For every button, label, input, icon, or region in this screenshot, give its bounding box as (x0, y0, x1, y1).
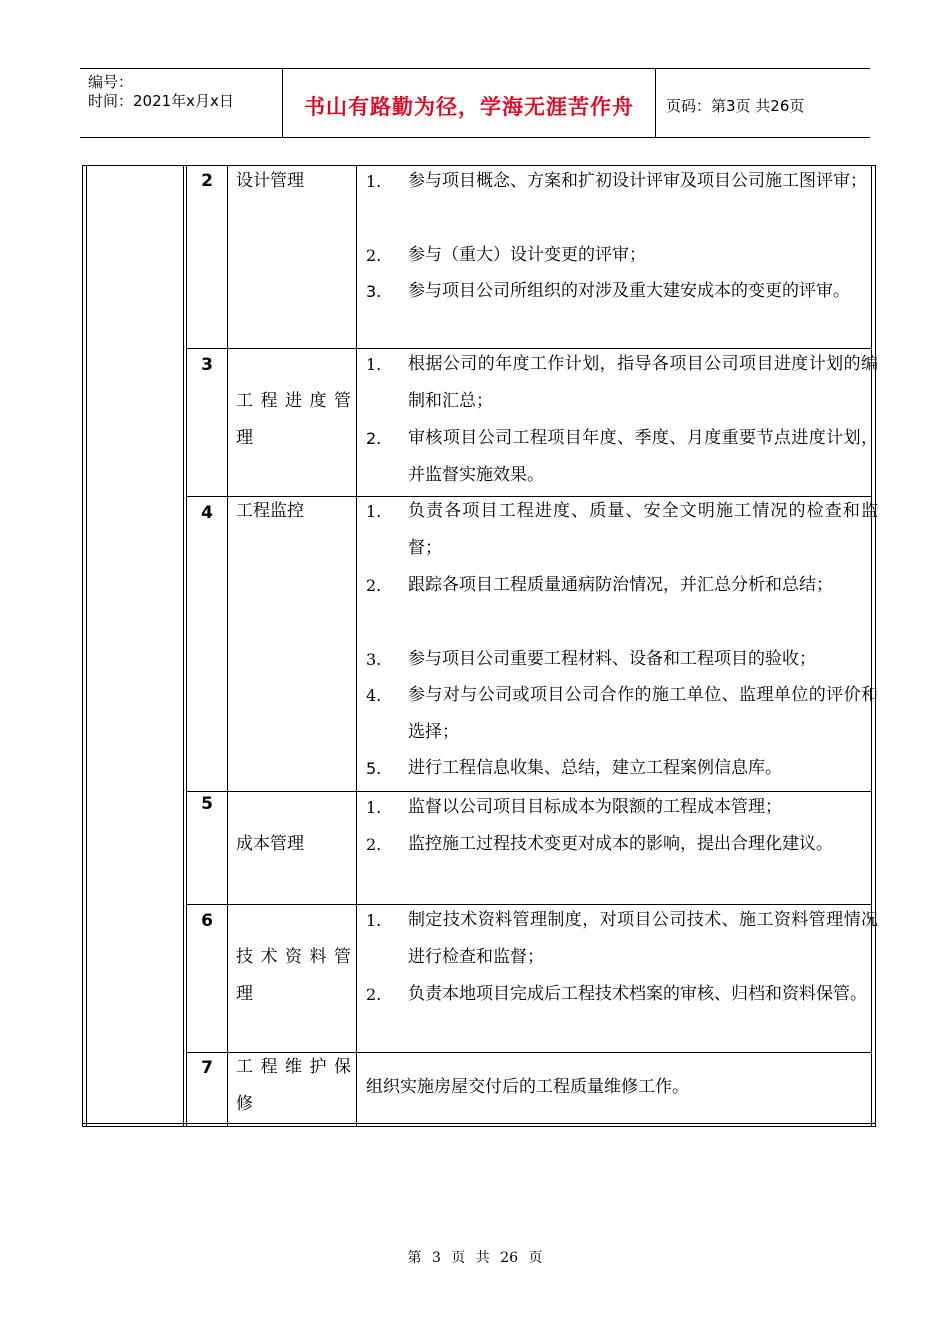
list-item (366, 677, 878, 751)
list-item (366, 493, 878, 567)
list-item-text: 审核项目公司工程项目年度、季度、月度重要节点进度计划，并监督实施效果。 (408, 428, 878, 485)
row-category: 设计管理 (236, 171, 304, 191)
page-header (80, 68, 870, 138)
row-number: 5 (201, 794, 213, 814)
list-item (366, 789, 878, 826)
list-item (366, 641, 878, 678)
list-item (366, 567, 878, 604)
list-marker: 1. (366, 355, 382, 374)
list-item-text: 参与对与公司或项目公司合作的施工单位、监理单位的评价和选择； (408, 685, 878, 742)
document-number: 编号： (88, 73, 134, 91)
row-category: 工程维护保修 (236, 1057, 354, 1114)
list-marker: 2. (366, 246, 382, 265)
list-marker: 5. (366, 759, 382, 778)
list-marker: 2. (366, 985, 382, 1004)
column-divider-3 (356, 165, 357, 1127)
row-category: 工程进度管理 (236, 391, 354, 448)
table-border-bottom (82, 1126, 876, 1127)
table-border-left-inner (86, 165, 87, 1127)
list-marker: 1. (366, 172, 382, 191)
row-category: 技术资料管理 (236, 947, 354, 1004)
header-motto-cell (283, 69, 656, 137)
header-page-number: 页码：第3页 共26页 (666, 97, 805, 115)
list-item (366, 902, 878, 976)
document-date: 时间：2021年x月x日 (88, 92, 234, 110)
row-category: 工程监控 (236, 501, 304, 521)
duties-table (82, 165, 876, 1127)
list-item-text: 监控施工过程技术变更对成本的影响，提出合理化建议。 (408, 834, 833, 854)
list-marker: 3. (366, 282, 382, 301)
list-item (366, 826, 878, 863)
list-item (366, 750, 878, 787)
list-marker: 1. (366, 911, 382, 930)
list-item (366, 163, 878, 200)
column-divider-2 (227, 165, 228, 1127)
table-border-left-outer (82, 165, 83, 1127)
header-meta-cell (80, 69, 283, 137)
row-number: 6 (201, 911, 213, 931)
table-border-bottom-inner (82, 1123, 876, 1124)
list-marker: 2. (366, 576, 382, 595)
list-marker: 2. (366, 429, 382, 448)
list-item (366, 273, 878, 310)
row-number: 7 (201, 1058, 213, 1078)
column-divider-1 (183, 165, 184, 1127)
list-item-text: 参与项目概念、方案和扩初设计评审及项目公司施工图评审； (408, 171, 867, 191)
list-item-text: 进行工程信息收集、总结，建立工程案例信息库。 (408, 758, 782, 778)
column-divider-1-inner (186, 165, 187, 1127)
list-item-text: 参与项目公司所组织的对涉及重大建安成本的变更的评审。 (408, 281, 850, 301)
header-page-cell (656, 69, 870, 137)
list-item-text: 跟踪各项目工程质量通病防治情况，并汇总分析和总结； (408, 575, 833, 595)
header-motto: 书山有路勤为径，学海无涯苦作舟 (304, 95, 634, 119)
list-item-text: 根据公司的年度工作计划，指导各项目公司项目进度计划的编制和汇总； (408, 354, 878, 411)
row-description: 组织实施房屋交付后的工程质量维修工作。 (366, 1077, 689, 1097)
list-marker: 3. (366, 650, 382, 669)
list-item (366, 237, 878, 274)
row-number: 2 (201, 171, 213, 191)
list-item-text: 负责各项目工程进度、质量、安全文明施工情况的检查和监督； (408, 501, 878, 558)
row-number: 3 (201, 355, 213, 375)
row-number: 4 (201, 503, 213, 523)
list-marker: 1. (366, 502, 382, 521)
page-footer: 第 3 页 共 26 页 (407, 1250, 543, 1266)
list-item-text: 参与项目公司重要工程材料、设备和工程项目的验收； (408, 649, 816, 669)
list-item (366, 976, 878, 1013)
list-item (366, 346, 878, 420)
list-item-text: 负责本地项目完成后工程技术档案的审核、归档和资料保管。 (408, 984, 867, 1004)
list-marker: 4. (366, 686, 382, 705)
list-marker: 1. (366, 798, 382, 817)
list-item-text: 参与（重大）设计变更的评审； (408, 245, 646, 265)
list-item (366, 420, 878, 494)
row-category: 成本管理 (236, 834, 304, 854)
list-marker: 2. (366, 835, 382, 854)
list-item-text: 制定技术资料管理制度，对项目公司技术、施工资料管理情况进行检查和监督； (408, 910, 878, 967)
list-item-text: 监督以公司项目目标成本为限额的工程成本管理； (408, 797, 782, 817)
